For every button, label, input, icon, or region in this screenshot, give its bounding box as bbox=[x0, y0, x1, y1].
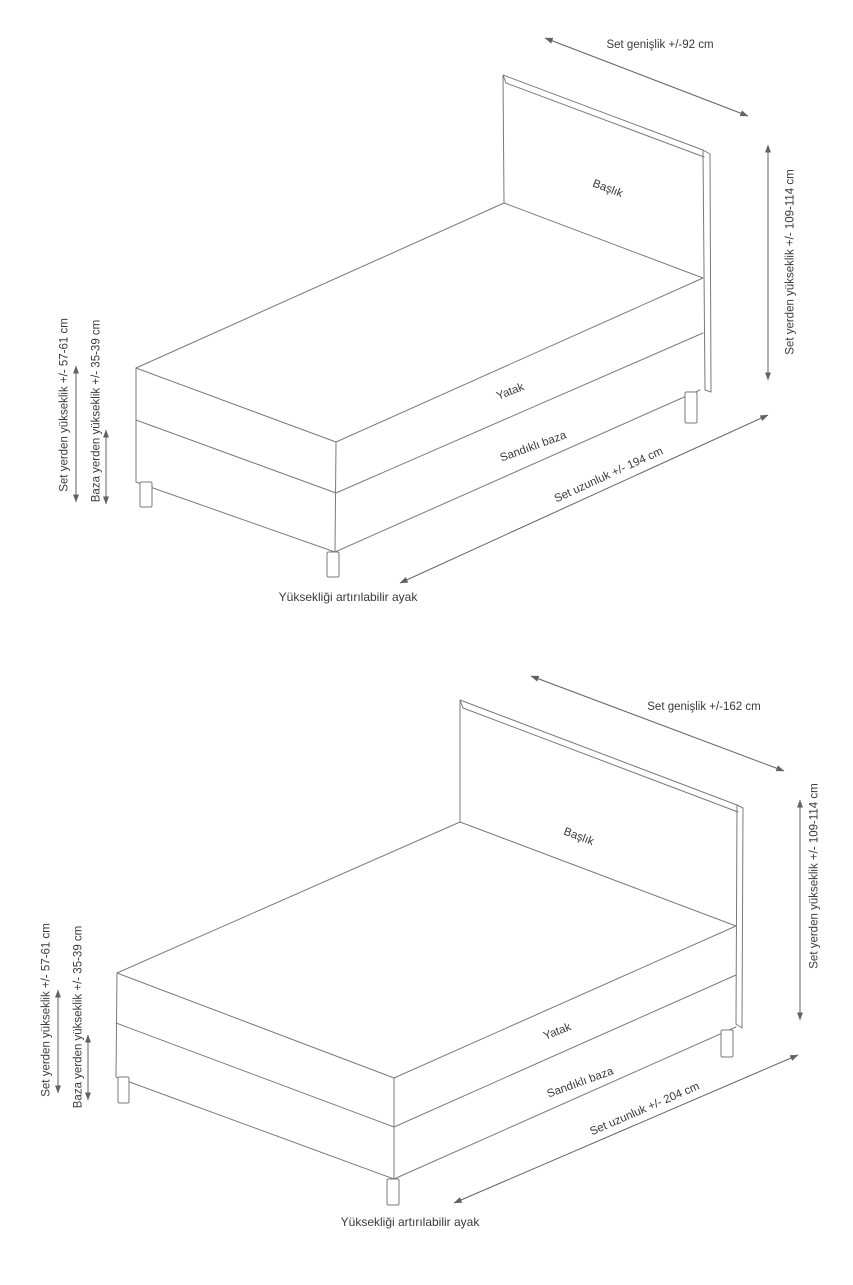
storage-base-label: Sandıklı baza bbox=[498, 429, 569, 465]
headboard-label: Başlık bbox=[561, 825, 596, 849]
double-bed-diagram bbox=[41, 676, 821, 1229]
set-width-label: Set genişlik +/-162 cm bbox=[647, 701, 761, 713]
single-bed-diagram bbox=[59, 38, 797, 604]
bed-body-faces bbox=[136, 333, 703, 552]
adjustable-leg-caption: Yüksekliği artırılabilir ayak bbox=[340, 1215, 480, 1229]
bed-leg bbox=[721, 1030, 733, 1057]
bed-leg bbox=[327, 552, 339, 577]
base-floor-height-label: Baza yerden yükseklik +/- 35-39 cm bbox=[90, 319, 103, 503]
bed-leg bbox=[387, 1179, 399, 1205]
bed-leg bbox=[140, 482, 152, 507]
bed-leg bbox=[685, 392, 697, 423]
set-floor-height-label: Set yerden yükseklik +/- 57-61 cm bbox=[40, 923, 53, 1097]
headboard bbox=[460, 700, 743, 1028]
mattress-top-surface bbox=[117, 822, 736, 1078]
mattress-label: Yatak bbox=[541, 1021, 573, 1043]
set-length-label: Set uzunluk +/- 194 cm bbox=[552, 445, 665, 506]
bed-body-faces bbox=[116, 973, 736, 1179]
set-width-label: Set genişlik +/-92 cm bbox=[606, 39, 714, 51]
storage-base-label: Sandıklı baza bbox=[545, 1065, 616, 1101]
set-total-height-label: Set yerden yükseklik +/- 109-114 cm bbox=[784, 169, 797, 355]
adjustable-leg-caption: Yüksekliği artırılabilir ayak bbox=[278, 590, 418, 604]
mattress-label: Yatak bbox=[494, 381, 526, 403]
mattress-top-surface bbox=[136, 203, 703, 442]
bed-leg bbox=[118, 1077, 129, 1103]
set-floor-height-label: Set yerden yükseklik +/- 57-61 cm bbox=[58, 318, 71, 492]
width-dimension-line bbox=[531, 676, 784, 771]
set-total-height-label: Set yerden yükseklik +/- 109-114 cm bbox=[808, 783, 821, 969]
base-floor-height-label: Baza yerden yükseklik +/- 35-39 cm bbox=[72, 925, 85, 1109]
headboard-label: Başlık bbox=[590, 177, 625, 201]
set-length-label: Set uzunluk +/- 204 cm bbox=[588, 1080, 702, 1139]
headboard bbox=[503, 75, 711, 392]
